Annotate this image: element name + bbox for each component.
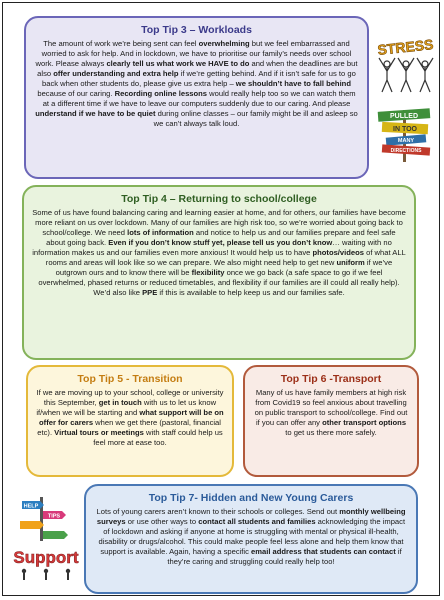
body-text: Many of us have family members at high risk from Covid19 so feel anxious about travelling on public transport to school/college. Find out if you can offer any [254, 388, 408, 428]
support-word: Support [13, 548, 79, 567]
body-text: if this is available to help keep us and our families safe. [157, 288, 345, 298]
emphasis-text: flexibility [191, 268, 225, 278]
sign-many: MANY [397, 138, 415, 144]
tip5-body [36, 388, 224, 448]
sign-directions: DIRECTIONS [390, 148, 422, 154]
body-text: to get us there more safely. [285, 428, 377, 438]
body-text: once we go back (a safe space to go if we feel overwhelmed, phased returns or reduced timetables, and flexibility if our families are ill could all really help). We’d also like [38, 268, 400, 298]
emphasis-text: understand if we have to be quiet [35, 109, 156, 119]
emphasis-text: we shouldn’t have to fall behind [235, 79, 351, 89]
support-figures-icon [22, 569, 70, 580]
tip5-card [26, 365, 234, 477]
stress-illustration [373, 26, 439, 98]
emphasis-text: what support will be on offer for carers [39, 408, 224, 428]
body-text: or use other ways to [125, 517, 199, 527]
tip4-card [22, 185, 416, 360]
tip3-title: Top Tip 3 – Workloads [141, 24, 252, 36]
emphasis-text: uniform [336, 258, 365, 268]
emphasis-text: PPE [142, 288, 158, 298]
body-text: if we’re getting behind. And if it isn’t safe for us to go back when other students do, please give us extra help – [42, 69, 356, 89]
stick-figures-icon [379, 58, 433, 92]
tip6-body [253, 388, 409, 438]
tip5-title: Top Tip 5 - Transition [77, 373, 183, 385]
body-text: Some of us have found balancing caring and learning easier at home, and for others, our families have become more reliant on us over lockdown. Many of our families are high risk too, so we’re worried about going back to school/college. We need [32, 208, 406, 238]
body-text: If we are moving up to your school, college or university this September, [36, 388, 224, 408]
tip6-card [243, 365, 419, 477]
emphasis-text: email address that students can contact [251, 547, 396, 557]
body-text: but we feel embarrassed and worried to ask for help. And in lockdown, we have to prioritise our family’s needs over school work. Please always [35, 39, 352, 69]
body-text: and when the deadlines are but also [37, 59, 358, 79]
emphasis-text: overwhelming [198, 39, 250, 48]
tip4-body [32, 208, 406, 298]
body-text: acknowledging the impact of lockdown and asking if anyone at home is struggling with mental or physical ill-health, disability or drugs/alcohol. This could make people feel less alone and help them know that support is available. Again, having a specific [98, 517, 406, 557]
tip7-title: Top Tip 7- Hidden and New Young Carers [148, 492, 354, 504]
emphasis-text: Virtual tours or meetings [54, 428, 144, 438]
tip3-body [34, 39, 359, 129]
sign-intoo: IN TOO [393, 126, 417, 133]
body-text: when we get there (pastoral, financial etc). [37, 418, 221, 438]
body-text: Lots of young carers aren’t known to their schools or colleges. Send out [96, 507, 340, 516]
stress-word: STRESS [376, 36, 435, 58]
tip4-title: Top Tip 4 – Returning to school/college [121, 193, 317, 205]
body-text: The amount of work we’re being sent can feel [43, 39, 199, 48]
body-text: if we’ve outgrown ours and to know there will be [55, 258, 393, 278]
emphasis-text: contact all students and families [198, 517, 316, 527]
emphasis-text: offer understanding and extra help [53, 69, 179, 79]
body-text: during online classes – our family might be ill and asleep so we can’t always talk loud. [153, 109, 358, 129]
body-text: with staff could help us feel more at ease too. [93, 428, 223, 448]
emphasis-text: lots of information [127, 228, 194, 238]
body-text: of what ALL rooms and areas will look like so we can prepare. We also might need help to get new [45, 248, 406, 268]
emphasis-text: Recording online lessons [114, 89, 208, 99]
tip6-title: Top Tip 6 -Transport [280, 373, 382, 385]
directions-signpost [374, 106, 436, 162]
body-text: and notice to help us and our families prepare and feel safe about going back. [46, 228, 396, 248]
tip7-body [94, 507, 408, 567]
tip3-card [24, 16, 369, 179]
body-text: if they’re caring and struggling could really help too! [167, 547, 402, 567]
emphasis-text: clearly tell us what work we HAVE to do [106, 59, 250, 69]
emphasis-text: Even if you don’t know stuff yet, please tell us you don’t know [108, 238, 333, 248]
body-text: would really help too so we can watch them at a different time if we have to leave our computers suddenly due to our caring. And please [42, 89, 356, 109]
tip7-card [84, 484, 418, 594]
emphasis-text: monthly wellbeing surveys [96, 507, 406, 527]
emphasis-text: other transport options [322, 418, 407, 428]
help-sign: HELP [23, 503, 39, 510]
emphasis-text: photos/videos [312, 248, 364, 258]
sign-pulled: PULLED [390, 113, 418, 120]
emphasis-text: get in touch [98, 398, 142, 408]
body-text: because of our caring. [37, 89, 115, 99]
tips-sign: TIPS [47, 513, 61, 520]
body-text: with us to let us know if/when we will be starting and [36, 398, 217, 418]
support-illustration [10, 493, 82, 583]
body-text: … waiting with no information makes us and our families even more anxious! It would help us to have [32, 238, 392, 258]
